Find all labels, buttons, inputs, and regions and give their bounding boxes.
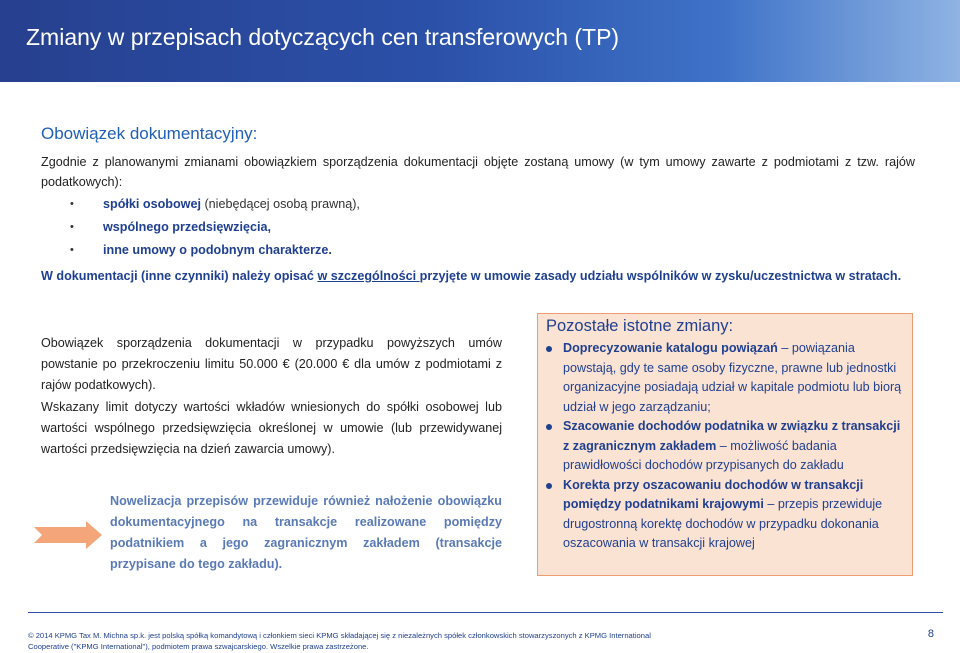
- bold-paragraph-underlined: w szczególności: [317, 269, 420, 283]
- bullet-dot-icon: •: [70, 198, 74, 210]
- bold-paragraph-b: przyjęte w umowie zasady udziału wspólników w zysku/uczestnictwa w stratach.: [419, 269, 902, 283]
- bullet-item: [70, 216, 360, 239]
- limit-paragraph: Obowiązek sporządzenia dokumentacji w przypadku powyższych umów powstanie po przekroczeniu limitu 50.000 € (20.000 € dla umów z podmiotami z rajów podatkowych).: [41, 336, 502, 392]
- box-item-bold: Szacowanie dochodów podatnika w związku z transakcji z zagranicznym zakładem: [563, 419, 901, 453]
- bullet-bold: wspólnego przedsięwzięcia,: [103, 220, 271, 234]
- box-list-item: [546, 417, 908, 476]
- box-title: Pozostałe istotne zmiany:: [546, 317, 734, 335]
- bullet-rest: (niebędącej osobą prawną),: [200, 197, 360, 211]
- limit-scope-paragraph: Wskazany limit dotyczy wartości wkładów wniesionych do spółki osobowej lub wartości wspólnego przedsięwzięcia określonej w umowie (lub przewidywanej wartości przedsięwzięcia na dzień zawarcia umowy).: [41, 400, 502, 456]
- box-list-item: [546, 339, 908, 417]
- amendment-note: Nowelizacja przepisów przewiduje również nałożenie obowiązku dokumentacyjnego na transakcje realizowane pomiędzy podatnikiem a jego zagranicznym zakładem (transakcje przypisane do tego zakładu).: [110, 494, 502, 571]
- section-heading: Obowiązek dokumentacyjny:: [41, 124, 258, 143]
- bullet-item: [70, 239, 360, 262]
- box-item-bold: Doprecyzowanie katalogu powiązań: [563, 341, 778, 355]
- bullet-item: [70, 193, 360, 216]
- box-list-item: [546, 476, 908, 554]
- bullet-dot-icon: •: [70, 244, 74, 256]
- bullet-dot-icon: [546, 424, 552, 430]
- box-list: [546, 339, 908, 554]
- footer-line-2: Cooperative ("KPMG International"), podmiotem prawa szwajcarskiego. Wszelkie prawa zastrzeżone.: [28, 642, 369, 651]
- footer-legal: [28, 630, 728, 652]
- other-changes-box: [537, 313, 913, 576]
- page-title: Zmiany w przepisach dotyczących cen transferowych (TP): [26, 24, 620, 50]
- bullet-dot-icon: •: [70, 221, 74, 233]
- bullet-list: [70, 193, 360, 262]
- intro-paragraph: Zgodnie z planowanymi zmianami obowiązkiem sporządzenia dokumentacji objęte zostaną umowy (w tym umowy zawarte z podmiotami z tzw. rajów podatkowych):: [41, 155, 915, 189]
- box-item-rest: – powiązania powstają, gdy te same osoby fizyczne, prawne lub jednostki organizacyjne posiadają udział w kapitale podmiotu lub biorą udział w jego zarządzaniu;: [563, 341, 902, 414]
- bold-paragraph: [41, 266, 914, 286]
- bold-paragraph-a: W dokumentacji (inne czynniki) należy opisać: [41, 269, 318, 283]
- footer-divider: [28, 612, 943, 613]
- footer-line-1: © 2014 KPMG Tax M. Michna sp.k. jest polską spółką komandytową i członkiem sieci KPMG składającej się z niezależnych spółek członkowskich stowarzyszonych z KPMG International: [28, 631, 651, 640]
- arrow-right-icon: [34, 521, 102, 549]
- bullet-bold: inne umowy o podobnym charakterze.: [103, 243, 332, 257]
- bullet-dot-icon: [546, 483, 552, 489]
- box-item-rest: – możliwość badania prawidłowości dochodów przypisanych do zakładu: [563, 438, 844, 472]
- bullet-dot-icon: [546, 346, 552, 352]
- title-bar: [0, 0, 960, 82]
- box-item-bold: Korekta przy oszacowaniu dochodów w transakcji pomiędzy podatnikami krajowymi: [563, 477, 864, 511]
- bullet-bold: spółki osobowej: [103, 197, 201, 211]
- box-item-rest: – przepis przewiduje drugostronną korektę dochodów w przypadku dokonania oszacowania w transakcji krajowej: [563, 497, 883, 550]
- page-number: 8: [927, 628, 934, 640]
